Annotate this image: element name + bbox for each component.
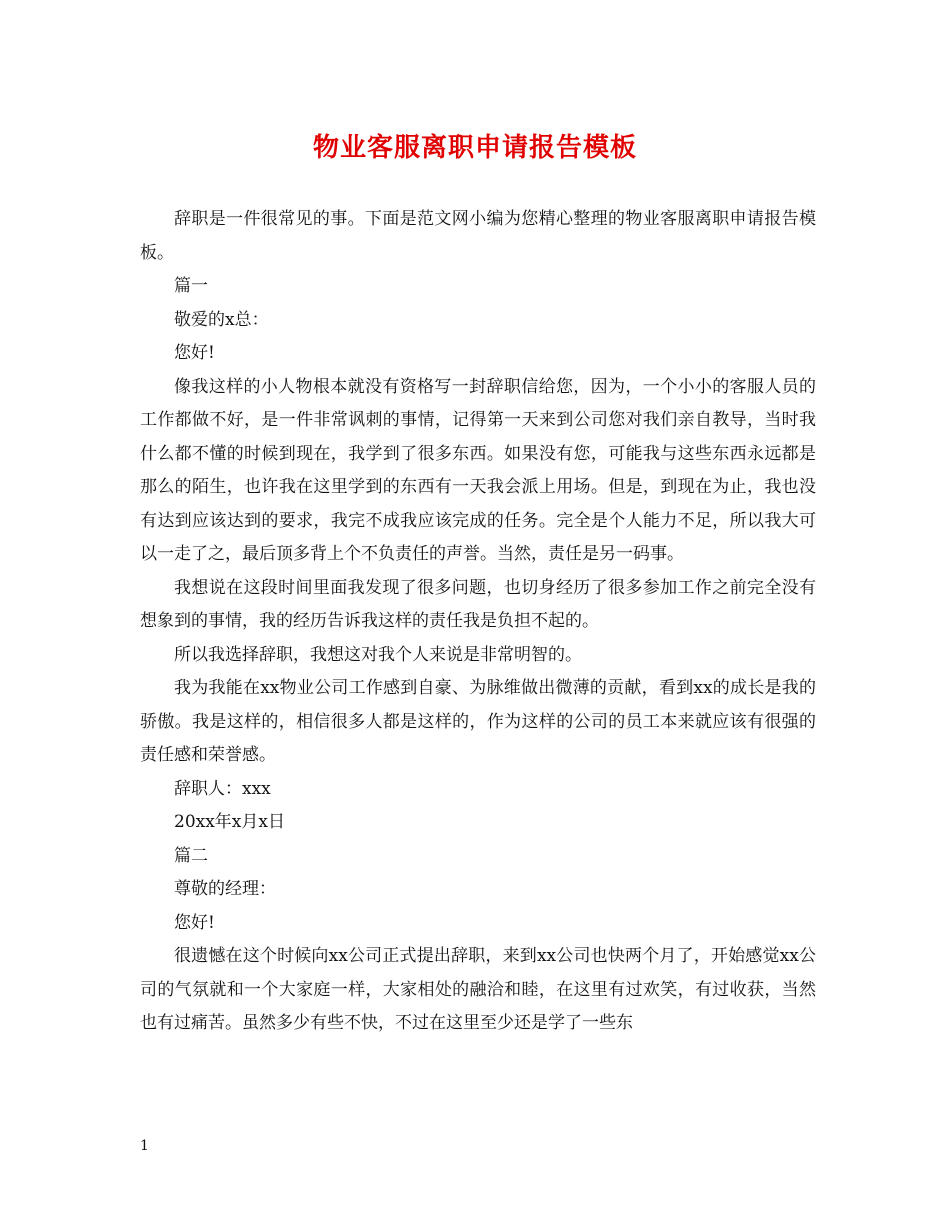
signature-line: 辞职人：xxx (174, 778, 271, 799)
body-paragraph: 我为我能在xx物业公司工作感到自豪、为脉维做出微薄的贡献，看到xx的成长是我的骄傲。我是这样的，相信很多人都是这样的，作为这样的公司的员工本来就应该有很强的责任感和荣誉感。 (140, 678, 816, 765)
salutation: 敬爱的x总： (174, 309, 269, 330)
body-paragraph: 我想说在这段时间里面我发现了很多问题，也切身经历了很多参加工作之前完全没有想象到的事情，我的经历告诉我这样的责任我是负担不起的。 (140, 577, 816, 631)
intro-paragraph: 辞职是一件很常见的事。下面是范文网小编为您精心整理的物业客服离职申请报告模板。 (140, 209, 816, 263)
section-heading-two: 篇二 (174, 845, 208, 866)
body-paragraph: 像我这样的小人物根本就没有资格写一封辞职信给您，因为，一个小小的客服人员的工作都做不好，是一件非常讽刺的事情，记得第一天来到公司您对我们亲自教导，当时我什么都不懂的时候到现在，我学到了很多东西。如果没有您，可能我与这些东西永远都是那么的陌生，也许我在这里学到的东西有一天我会派上用场。但是，到现在为止，我也没有达到应该达到的要求，我完不成我应该完成的任务。完全是个人能力不足，所以我大可以一走了之，最后顶多背上个不负责任的声誉。当然，责任是另一码事。 (140, 376, 816, 564)
body-paragraph: 很遗憾在这个时候向xx公司正式提出辞职，来到xx公司也快两个月了，开始感觉xx公司的气氛就和一个大家庭一样，大家相处的融洽和睦，在这里有过欢笑，有过收获，当然也有过痛苦。虽然多少有些不快，不过在这里至少还是学了一些东 (140, 946, 816, 1033)
section-heading-one: 篇一 (174, 276, 208, 296)
greeting: 您好! (174, 343, 215, 363)
document-body (140, 203, 816, 1041)
greeting: 您好! (174, 912, 215, 933)
salutation: 尊敬的经理： (174, 879, 276, 899)
document-title: 物业客服离职申请报告模板 (312, 133, 637, 163)
page-number: 1 (140, 1138, 149, 1154)
body-paragraph: 所以我选择辞职，我想这对我个人来说是非常明智的。 (174, 644, 582, 665)
date-line: 20xx年x月x日 (174, 812, 285, 832)
